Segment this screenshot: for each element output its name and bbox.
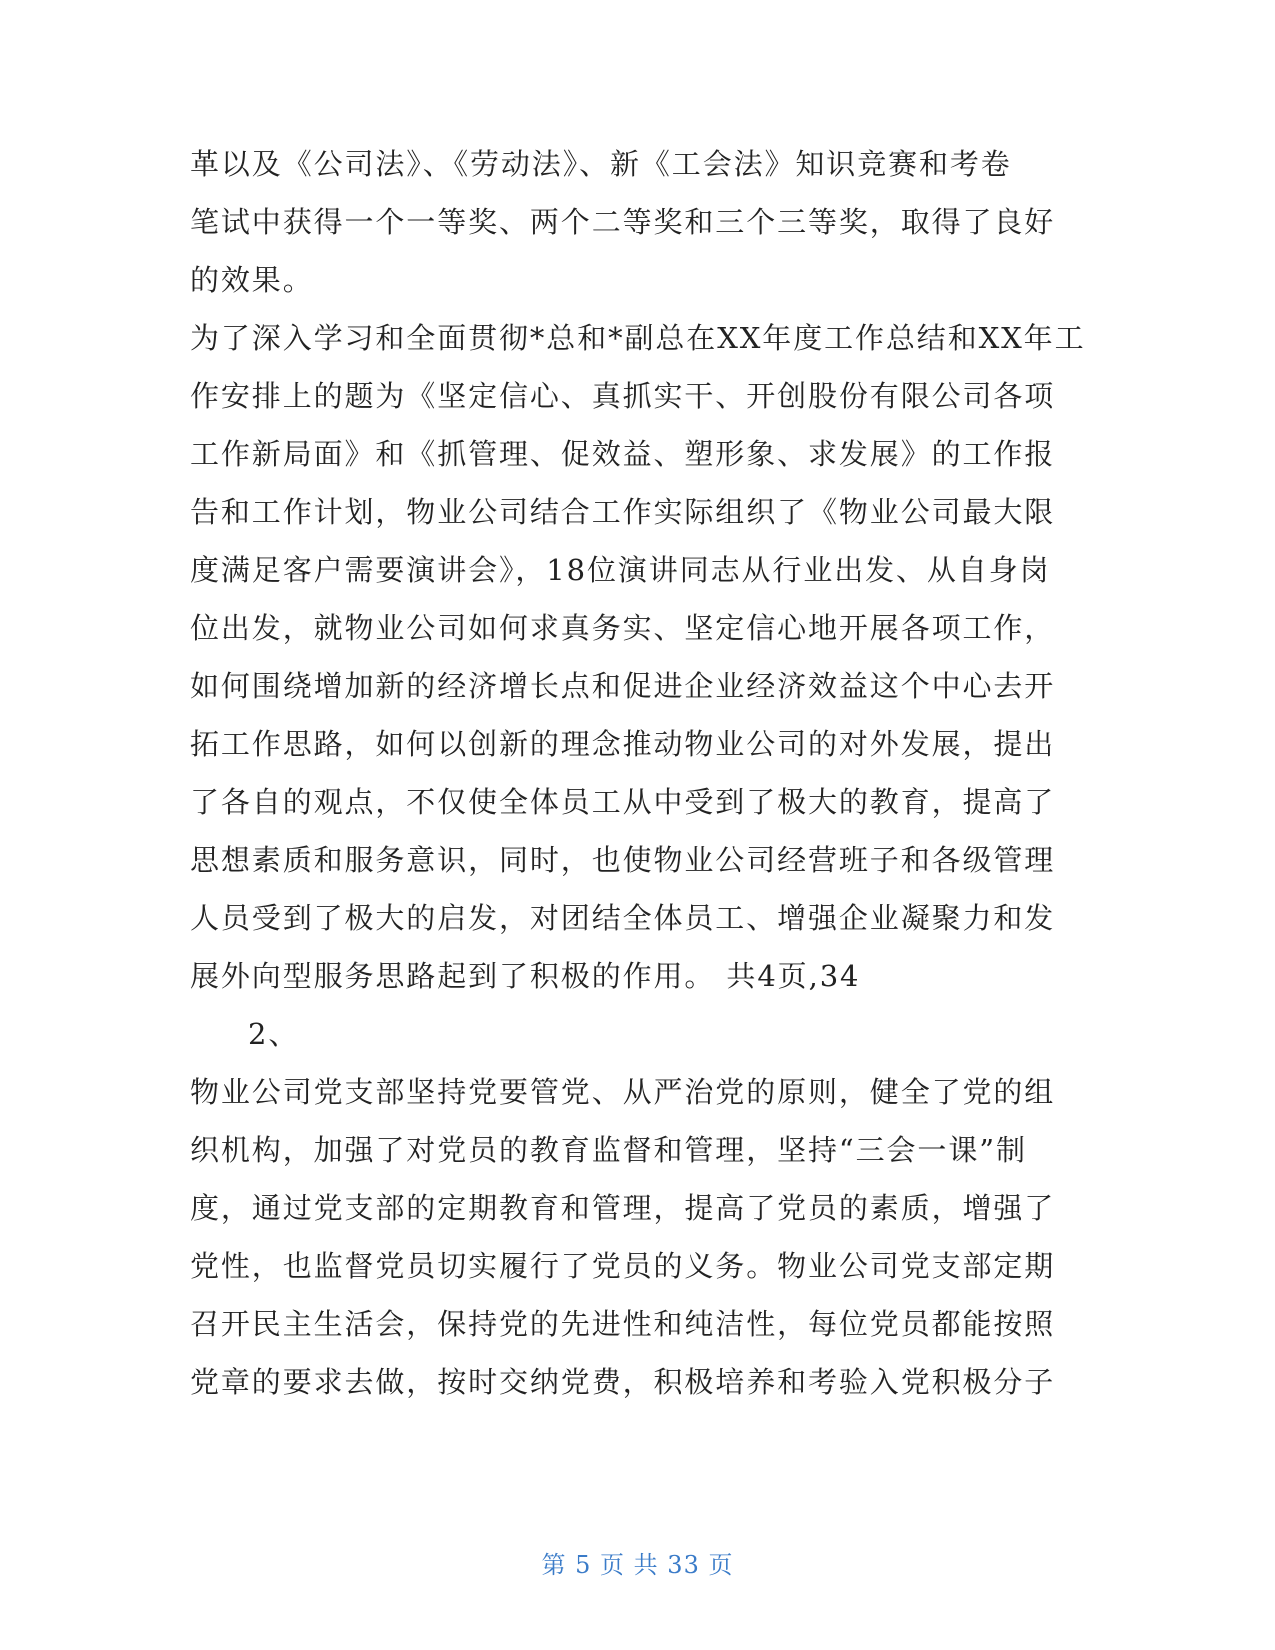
text-line: 物业公司党支部坚持党要管党、从严治党的原则，健全了党的组 [190,1075,1056,1109]
text-line: 了各自的观点，不仅使全体员工从中受到了极大的教育，提高了 [190,785,1056,819]
text-line: 展外向型服务思路起到了积极的作用。 共4页,34 [190,959,861,993]
text-line: 如何围绕增加新的经济增长点和促进企业经济效益这个中心去开 [190,669,1056,703]
text-line: 工作新局面》和《抓管理、促效益、塑形象、求发展》的工作报 [190,437,1056,471]
page-indicator: 第 5 页 共 33 页 [541,1551,734,1579]
text-line: 笔试中获得一个一等奖、两个二等奖和三个三等奖，取得了良好 [190,205,1056,239]
text-line: 作安排上的题为《坚定信心、真抓实干、开创股份有限公司各项 [190,379,1056,413]
text-line: 为了深入学习和全面贯彻*总和*副总在XX年度工作总结和XX年工 [190,321,1086,355]
text-line: 告和工作计划，物业公司结合工作实际组织了《物业公司最大限 [190,495,1056,529]
text-line: 党章的要求去做，按时交纳党费，积极培养和考验入党积极分子 [190,1365,1056,1399]
text-line: 人员受到了极大的启发，对团结全体员工、增强企业凝聚力和发 [190,901,1056,935]
text-line: 度满足客户需要演讲会》，18位演讲同志从行业出发、从自身岗 [190,553,1051,587]
text-line: 党性，也监督党员切实履行了党员的义务。物业公司党支部定期 [190,1249,1056,1283]
text-line: 革以及《公司法》、《劳动法》、新《工会法》知识竞赛和考卷 [190,147,1012,181]
text-line: 织机构，加强了对党员的教育监督和管理，坚持“三会一课”制 [190,1133,1027,1167]
text-line: 度，通过党支部的定期教育和管理，提高了党员的素质，增强了 [190,1191,1056,1225]
text-line: 思想素质和服务意识，同时，也使物业公司经营班子和各级管理 [190,843,1056,877]
text-line: 拓工作思路，如何以创新的理念推动物业公司的对外发展，提出 [190,727,1056,761]
text-line: 位出发，就物业公司如何求真务实、坚定信心地开展各项工作， [190,611,1056,645]
text-line: 的效果。 [190,263,314,297]
text-line: 召开民主生活会，保持党的先进性和纯洁性，每位党员都能按照 [190,1307,1056,1341]
section-number: 2、 [248,1017,300,1051]
